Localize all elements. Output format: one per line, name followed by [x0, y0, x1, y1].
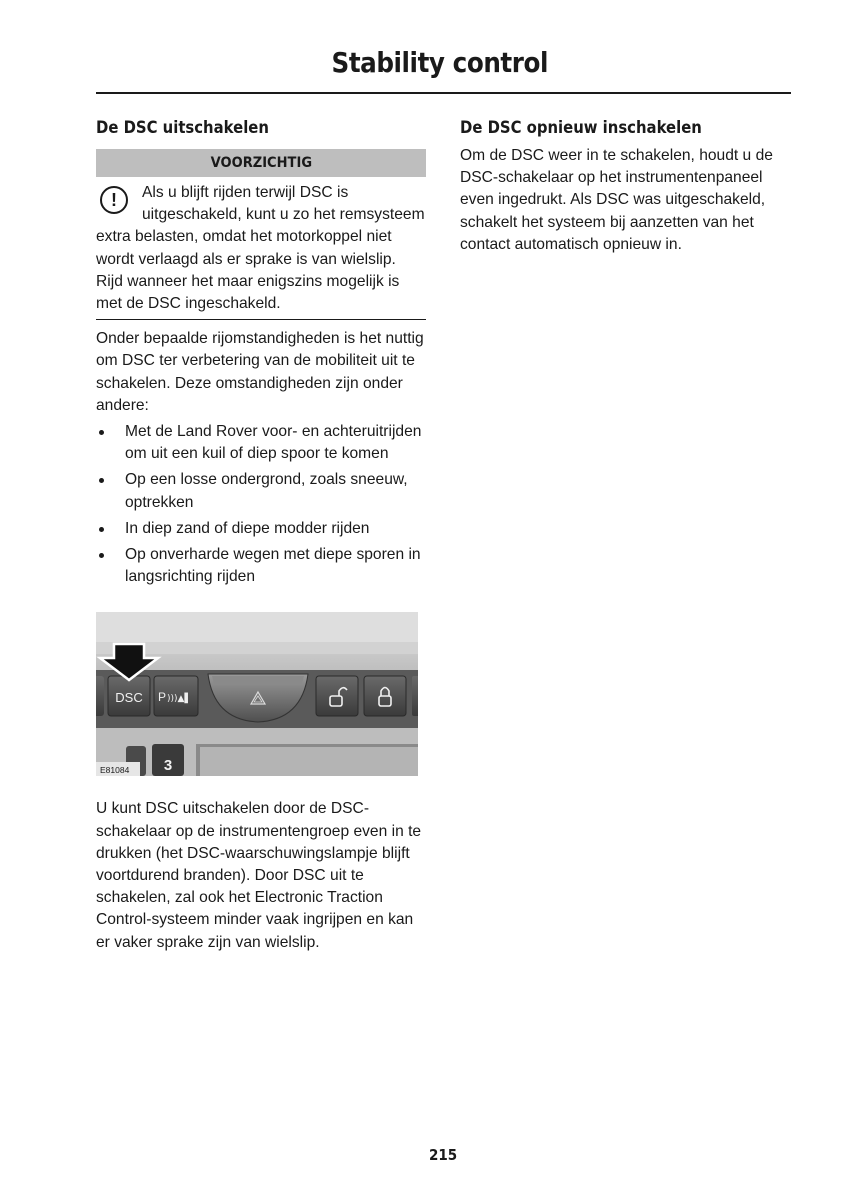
- list-item: Met de Land Rover voor- en achteruitrijden om uit een kuil of diep spoor te komen: [96, 421, 426, 465]
- right-column: [460, 118, 790, 256]
- dsc-switch-figure: [96, 612, 418, 776]
- page-title: Stability control: [331, 46, 548, 79]
- dsc-button-label: DSC: [115, 690, 143, 706]
- list-item: In diep zand of diepe modder rijden: [96, 518, 426, 540]
- page-number: 215: [429, 1146, 458, 1164]
- section-heading-dsc-off: De DSC uitschakelen: [96, 118, 269, 137]
- caution-box: [96, 149, 426, 320]
- title-rule: [96, 92, 791, 94]
- caution-label: VOORZICHTIG: [210, 155, 312, 171]
- section-heading-dsc-on: De DSC opnieuw inschakelen: [460, 118, 702, 137]
- caution-text: Als u blijft rijden terwijl DSC is uitgeschakeld, kunt u zo het remsysteem extra belasten, omdat het motorkoppel niet wordt verlaagd als er sprake is van wielslip. Rijd wanneer het maar enigszins mogelijk is met de DSC ingeschakeld.: [96, 184, 425, 313]
- key-3-label: 3: [163, 757, 173, 775]
- body-after-figure: U kunt DSC uitschakelen door de DSC-schakelaar op de instrumentengroep even in te drukken (het DSC-waarschuwingslampje blijft voortdurend branden). Door DSC uit te schakelen, zal ook het Electronic Traction Control-systeem minder vaak ingrijpen en kan er vaker sprake zijn van wielslip.: [96, 800, 422, 951]
- dsc-on-paragraph: Om de DSC weer in te schakelen, houdt u de DSC-schakelaar op het instrumentenpaneel even ingedrukt. Als DSC was uitgeschakeld, schakelt het systeem bij aanzetten van het contact automatisch opnieuw in.: [460, 147, 773, 253]
- list-item: Op onverharde wegen met diepe sporen in langsrichting rijden: [96, 544, 426, 588]
- figure-reference: E81084: [100, 765, 130, 776]
- caution-exclamation-icon: !: [100, 186, 128, 214]
- left-column: [96, 118, 426, 954]
- parking-aid-button-label: P: [158, 690, 167, 705]
- conditions-list: [96, 421, 426, 588]
- caution-label-bar: [96, 149, 426, 177]
- parking-sensor-icon: )))▲▌: [167, 694, 192, 705]
- list-item: Op een losse ondergrond, zoals sneeuw, optrekken: [96, 469, 426, 513]
- intro-paragraph: Onder bepaalde rijomstandigheden is het nuttig om DSC ter verbetering van de mobiliteit uit te schakelen. Deze omstandigheden zijn onder andere:: [96, 330, 424, 414]
- caution-body: [96, 177, 426, 320]
- dashboard-switch-illustration: [96, 612, 418, 776]
